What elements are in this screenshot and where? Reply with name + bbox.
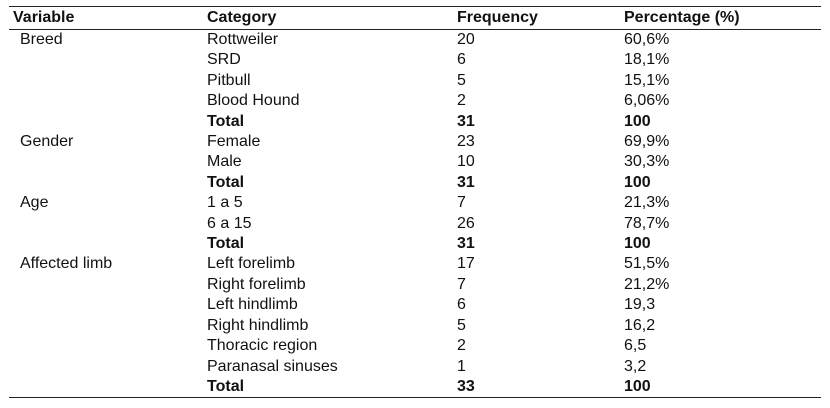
- cell-variable: [9, 336, 207, 356]
- table-row-total: [9, 234, 821, 254]
- table-row: [9, 316, 821, 336]
- cell-frequency: 31: [457, 235, 475, 253]
- cell-percentage: 100: [624, 235, 651, 253]
- cell-percentage: 21,2%: [624, 275, 670, 293]
- header-percentage: Percentage (%): [624, 8, 740, 26]
- cell-percentage: 21,3%: [624, 194, 670, 212]
- cell-variable: [9, 377, 207, 398]
- header-category: Category: [207, 8, 277, 26]
- cell-variable: [9, 357, 207, 377]
- table-row: [9, 275, 821, 295]
- cell-frequency: 5: [457, 71, 466, 89]
- cell-variable: [9, 173, 207, 193]
- cell-variable: [9, 234, 207, 254]
- cell-frequency: 5: [457, 316, 466, 334]
- cell-frequency: 6: [457, 296, 466, 314]
- cell-percentage: 60,6%: [624, 31, 670, 48]
- table-row: [9, 30, 821, 51]
- cell-category: Male: [207, 153, 242, 171]
- cell-category: Total: [207, 377, 245, 395]
- cell-variable: [9, 316, 207, 336]
- cell-percentage: 15,1%: [624, 71, 670, 89]
- cell-category: SRD: [207, 51, 241, 69]
- cell-frequency: 7: [457, 194, 466, 212]
- table-row: [9, 132, 821, 152]
- cell-frequency: 26: [457, 214, 475, 232]
- cell-percentage: 6,5: [624, 337, 647, 355]
- table-row: [9, 193, 821, 213]
- cell-frequency: 7: [457, 275, 466, 293]
- table-row-total: [9, 112, 821, 132]
- data-table: [9, 6, 821, 398]
- cell-category: Female: [207, 133, 261, 151]
- cell-percentage: 78,7%: [624, 214, 670, 232]
- cell-category: Total: [207, 112, 245, 130]
- cell-variable: [9, 71, 207, 91]
- header-row: [9, 7, 821, 30]
- cell-category: Total: [207, 235, 245, 253]
- cell-variable: [9, 152, 207, 172]
- table-header: [9, 7, 821, 30]
- table-row: [9, 71, 821, 91]
- cell-variable: [9, 91, 207, 111]
- cell-variable: [9, 112, 207, 132]
- table-row: [9, 214, 821, 234]
- cell-frequency: 31: [457, 112, 475, 130]
- table-row: [9, 357, 821, 377]
- cell-percentage: 51,5%: [624, 255, 670, 273]
- cell-percentage: 100: [624, 173, 651, 191]
- cell-variable: [9, 214, 207, 234]
- cell-frequency: 2: [457, 92, 466, 110]
- header-frequency: Frequency: [457, 8, 538, 26]
- cell-frequency: 17: [457, 255, 475, 273]
- header-variable: Variable: [13, 8, 75, 26]
- cell-frequency: 2: [457, 337, 466, 355]
- cell-variable: Gender: [20, 133, 74, 151]
- table-row: [9, 50, 821, 70]
- cell-frequency: 1: [457, 357, 466, 375]
- table-body: [9, 30, 821, 398]
- cell-percentage: 69,9%: [624, 133, 670, 151]
- table-row: [9, 295, 821, 315]
- cell-percentage: 6,06%: [624, 92, 670, 110]
- cell-variable: [9, 275, 207, 295]
- table-row: [9, 254, 821, 274]
- cell-category: Thoracic region: [207, 337, 318, 355]
- cell-variable: Age: [20, 194, 49, 212]
- cell-percentage: 30,3%: [624, 153, 670, 171]
- cell-category: Left hindlimb: [207, 296, 298, 314]
- cell-frequency: 10: [457, 153, 475, 171]
- cell-category: Left forelimb: [207, 255, 296, 273]
- cell-frequency: 6: [457, 51, 466, 69]
- cell-frequency: 33: [457, 377, 475, 395]
- table-row: [9, 152, 821, 172]
- cell-category: Pitbull: [207, 71, 251, 89]
- table-row-total: [9, 377, 821, 398]
- cell-variable: Breed: [20, 31, 63, 48]
- cell-frequency: 20: [457, 31, 475, 48]
- cell-category: Right hindlimb: [207, 316, 309, 334]
- cell-variable: [9, 50, 207, 70]
- cell-percentage: 18,1%: [624, 51, 670, 69]
- cell-variable: Affected limb: [20, 255, 113, 273]
- cell-category: Total: [207, 173, 245, 191]
- table-row: [9, 336, 821, 356]
- cell-frequency: 31: [457, 173, 475, 191]
- cell-category: 6 a 15: [207, 214, 252, 232]
- cell-frequency: 23: [457, 133, 475, 151]
- table-row-total: [9, 173, 821, 193]
- cell-percentage: 19,3: [624, 296, 656, 314]
- cell-category: Right forelimb: [207, 275, 306, 293]
- table-row: [9, 91, 821, 111]
- cell-category: Blood Hound: [207, 92, 300, 110]
- cell-percentage: 3,2: [624, 357, 647, 375]
- cell-percentage: 16,2: [624, 316, 656, 334]
- cell-category: Rottweiler: [207, 31, 279, 48]
- cell-percentage: 100: [624, 112, 651, 130]
- cell-variable: [9, 295, 207, 315]
- cell-category: Paranasal sinuses: [207, 357, 338, 375]
- cell-percentage: 100: [624, 377, 651, 395]
- cell-category: 1 a 5: [207, 194, 243, 212]
